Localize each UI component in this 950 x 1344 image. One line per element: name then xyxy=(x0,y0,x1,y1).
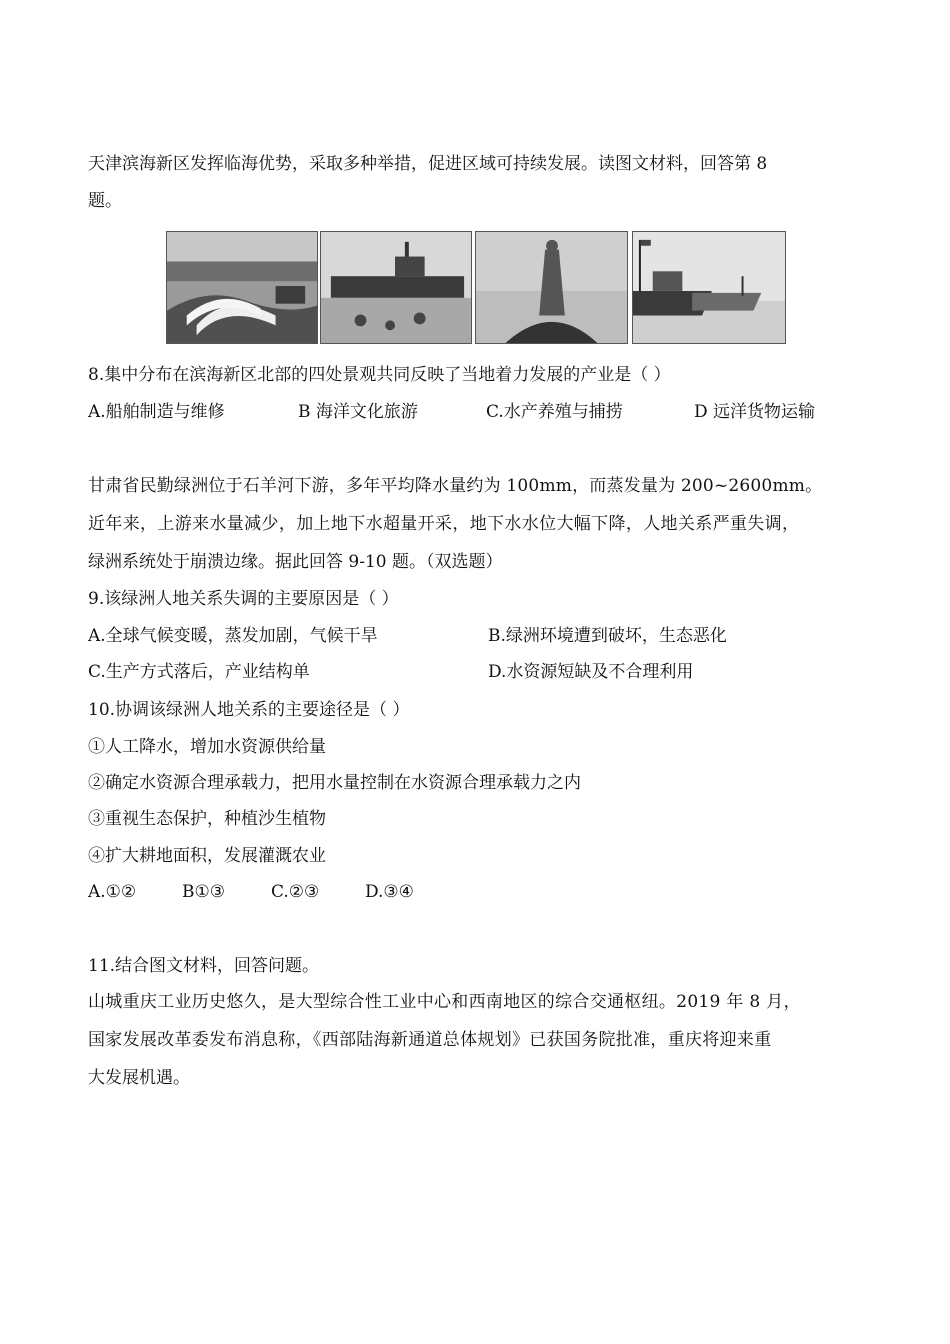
photo-strip xyxy=(166,231,786,344)
q10-option-b: B①③ xyxy=(182,882,225,902)
q10-item-1: ①人工降水，增加水资源供给量 xyxy=(88,737,326,757)
q8-stem: 8.集中分布在滨海新区北部的四处景观共同反映了当地着力发展的产业是（ ） xyxy=(88,365,671,385)
q11-line2: 国家发展改革委发布消息称，《西部陆海新通道总体规划》已获国务院批准，重庆将迎来重 xyxy=(88,1030,772,1050)
q11-line3: 大发展机遇。 xyxy=(88,1068,190,1088)
intro1-line1: 天津滨海新区发挥临海优势，采取多种举措，促进区域可持续发展。读图文材料，回答第 8 xyxy=(88,154,768,174)
q10-item-4: ④扩大耕地面积，发展灌溉农业 xyxy=(88,846,326,866)
q9-option-c: C.生产方式落后，产业结构单 xyxy=(88,662,310,682)
mazu-statue-photo xyxy=(475,231,628,344)
q9-option-d: D.水资源短缺及不合理利用 xyxy=(488,662,694,682)
q8-option-d: D 远洋货物运输 xyxy=(694,402,816,422)
q10-item-3: ③重视生态保护，种植沙生植物 xyxy=(88,809,326,829)
q9-option-a: A.全球气候变暖，蒸发加剧，气候干旱 xyxy=(88,626,378,646)
q9-options-row1 xyxy=(88,624,868,648)
intro2-line2: 近年来，上游来水量减少，加上地下水超量开采，地下水水位大幅下降，人地关系严重失调， xyxy=(88,514,800,534)
q9-stem: 9.该绿洲人地关系失调的主要原因是（ ） xyxy=(88,589,399,609)
q8-option-c: C.水产养殖与捕捞 xyxy=(486,402,623,422)
fishing-boats-photo xyxy=(632,231,786,344)
q9-option-b: B.绿洲环境遭到破坏，生态恶化 xyxy=(488,626,727,646)
q8-option-b: B 海洋文化旅游 xyxy=(298,402,418,422)
q10-option-a: A.①② xyxy=(88,882,137,902)
q10-option-c: C.②③ xyxy=(271,882,320,902)
q8-options xyxy=(88,400,868,424)
intro1-line2: 题。 xyxy=(88,191,122,211)
port-industrial-photo xyxy=(166,231,318,344)
q9-options-row2 xyxy=(88,660,868,684)
q8-option-a: A.船舶制造与维修 xyxy=(88,402,225,422)
q11-stem: 11.结合图文材料，回答问题。 xyxy=(88,956,320,976)
q10-stem: 10.协调该绿洲人地关系的主要途径是（ ） xyxy=(88,700,410,720)
q10-item-2: ②确定水资源合理承载力，把用水量控制在水资源合理承载力之内 xyxy=(88,773,581,793)
q10-option-d: D.③④ xyxy=(365,882,414,902)
q11-line1: 山城重庆工业历史悠久，是大型综合性工业中心和西南地区的综合交通枢纽。2019 年 8 月， xyxy=(88,992,801,1012)
intro2-line1: 甘肃省民勤绿洲位于石羊河下游，多年平均降水量约为 100mm，而蒸发量为 200~2600mm。 xyxy=(88,476,823,496)
q10-options xyxy=(88,880,488,904)
intro2-line3: 绿洲系统处于崩溃边缘。据此回答 9-10 题。（双选题） xyxy=(88,552,503,572)
aircraft-carrier-park-photo xyxy=(320,231,472,344)
